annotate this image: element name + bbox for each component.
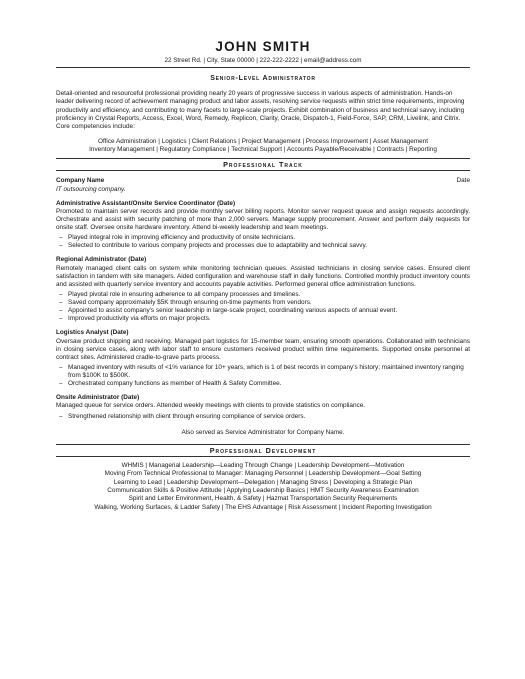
achievement-item: – Orchestrated company functions as member of Health & Safety Committee. [68,380,470,388]
development-line: Moving From Technical Professional to Manager: Managing Personnel | Leadership Development—Goal Setting [104,470,422,478]
job-description: Remotely managed client calls on system while monitoring technician queues. Assisted technicians in closing service cases. Ensured client satisfaction in tandem with site managers. Aided configuration and warehouse staff in daily functions. Controlled monthly product inventory counts and assisted with quarterly service inventory and accounts payable activities. Performed general office administration functions. [56,264,470,288]
achievement-item: – Improved productivity via efforts on major projects. [68,315,470,323]
company-row [56,177,470,185]
achievement-list [56,234,470,250]
achievement-item: – Played pivotal role in ensuring adherence to all company processes and timelines. [68,291,470,299]
summary-paragraph: Detail-oriented and resourceful professional providing nearly 20 years of progressive success in various aspects of administration. Hands-on leader delivering record of achievement managing product and labor assets, resolving service requests within strict time requirements, improving productivity and efficiency, and contributing to many facets to large-scale projects. Exhibit combination of business and technical savvy, including proficiency in Crystal Reports, Access, Excel, Word, Remedy, Replicon, Clarity, Oracle, Dispatch-1, Field-Force, SAP, CRM, Livelink, and Citrix. Core competencies include: [56,90,465,130]
job-title: Onsite Administrator (Date) [56,394,140,402]
job-description: Oversaw product shipping and receiving. Managed part logistics for 15-member team, ensuring smooth operations. Collaborated with technicians in closing service cases, along with labor staff to ensure customers received product within time requirements. Supported onsite personnel at contract sites. Administered cradle-to-grave parts process. [56,337,470,361]
achievement-item: – Selected to contribute to various company projects and processes due to adaptability and technical savvy. [68,242,470,250]
job-title: Regional Administrator (Date) [56,256,147,264]
development-line: Communication Skills & Positive Attitude | Applying Leadership Basics | HMT Security Awareness Examination [107,486,419,494]
achievement-list [56,413,470,421]
achievement-item: – Appointed to assist company's senior leadership in large-scale project, coordinating various aspects of annual event. [68,307,470,315]
company-date: Date [456,177,470,185]
job-title: Administrative Assistant/Onsite Service Coordinator (Date) [56,199,236,207]
development-line: Learning to Lead | Leadership Development—Delegation | Managing Stress | Developing a Strategic Plan [113,478,413,486]
professional-development-list [56,462,470,512]
competency-line: Office Administration | Logistics | Client Relations | Project Management | Process Improvement | Asset Management [98,137,428,145]
contact-info: 22 Street Rd. | City, State 00000 | 222-222-2222 | email@address.com [56,57,470,69]
development-line: Spirit and Letter Environment, Health, & Safety | Hazmat Transportation Security Requirements [128,495,398,503]
job-description: Promoted to maintain server records and provide monthly server billing reports. Monitor server request queue and assign requests accordingly. Orchestrate and assist with security patching of more than 2,000 servers. Manage supply procurement. Answer and perform daily requests for onsite staff. Oversee onsite hardware inventory. Attend bi-weekly leadership and team meetings. [56,207,470,231]
achievement-item: – Played integral role in improving efficiency and productivity of onsite technicians. [68,234,470,242]
core-competencies [56,138,470,154]
additional-role-note: Also served as Service Administrator for Company Name. [181,428,345,436]
job-title: Logistics Analyst (Date) [56,329,129,337]
development-line: Walking, Working Surfaces, & Ladder Safety | The EHS Advantage | Risk Assessment | Incident Reporting Investigation [94,503,432,511]
resume-subtitle: Senior-Level Administrator [210,75,316,83]
section-heading-professional-development: Professional Development [56,444,470,457]
job-description: Managed queue for service orders. Attended weekly meetings with clients to provide statistics on compliance. [56,402,366,410]
company-description: IT outsourcing company. [56,185,126,193]
resume-page [56,40,470,512]
candidate-name: JOHN SMITH [215,39,311,54]
competency-line: Inventory Management | Regulatory Compliance | Technical Support | Accounts Payable/Receivable | Contracts | Reporting [89,146,437,154]
achievement-item: – Saved company approximately $5K through ensuring on-time payments from vendors. [68,299,470,307]
achievement-item: – Strengthened relationship with client through ensuring compliance of service orders. [68,413,470,421]
achievement-item: – Managed inventory with results of <1% variance for 10+ years, which is 1 of best records in company's history; maintained inventory ranging from $100K to $500K. [68,364,470,380]
company-name: Company Name [56,177,105,185]
achievement-list [56,291,470,324]
achievement-list [56,364,470,388]
section-heading-professional-track: Professional Track [56,158,470,171]
development-line: WHMIS | Managerial Leadership—Leading Through Change | Leadership Development—Motivation [121,461,405,469]
